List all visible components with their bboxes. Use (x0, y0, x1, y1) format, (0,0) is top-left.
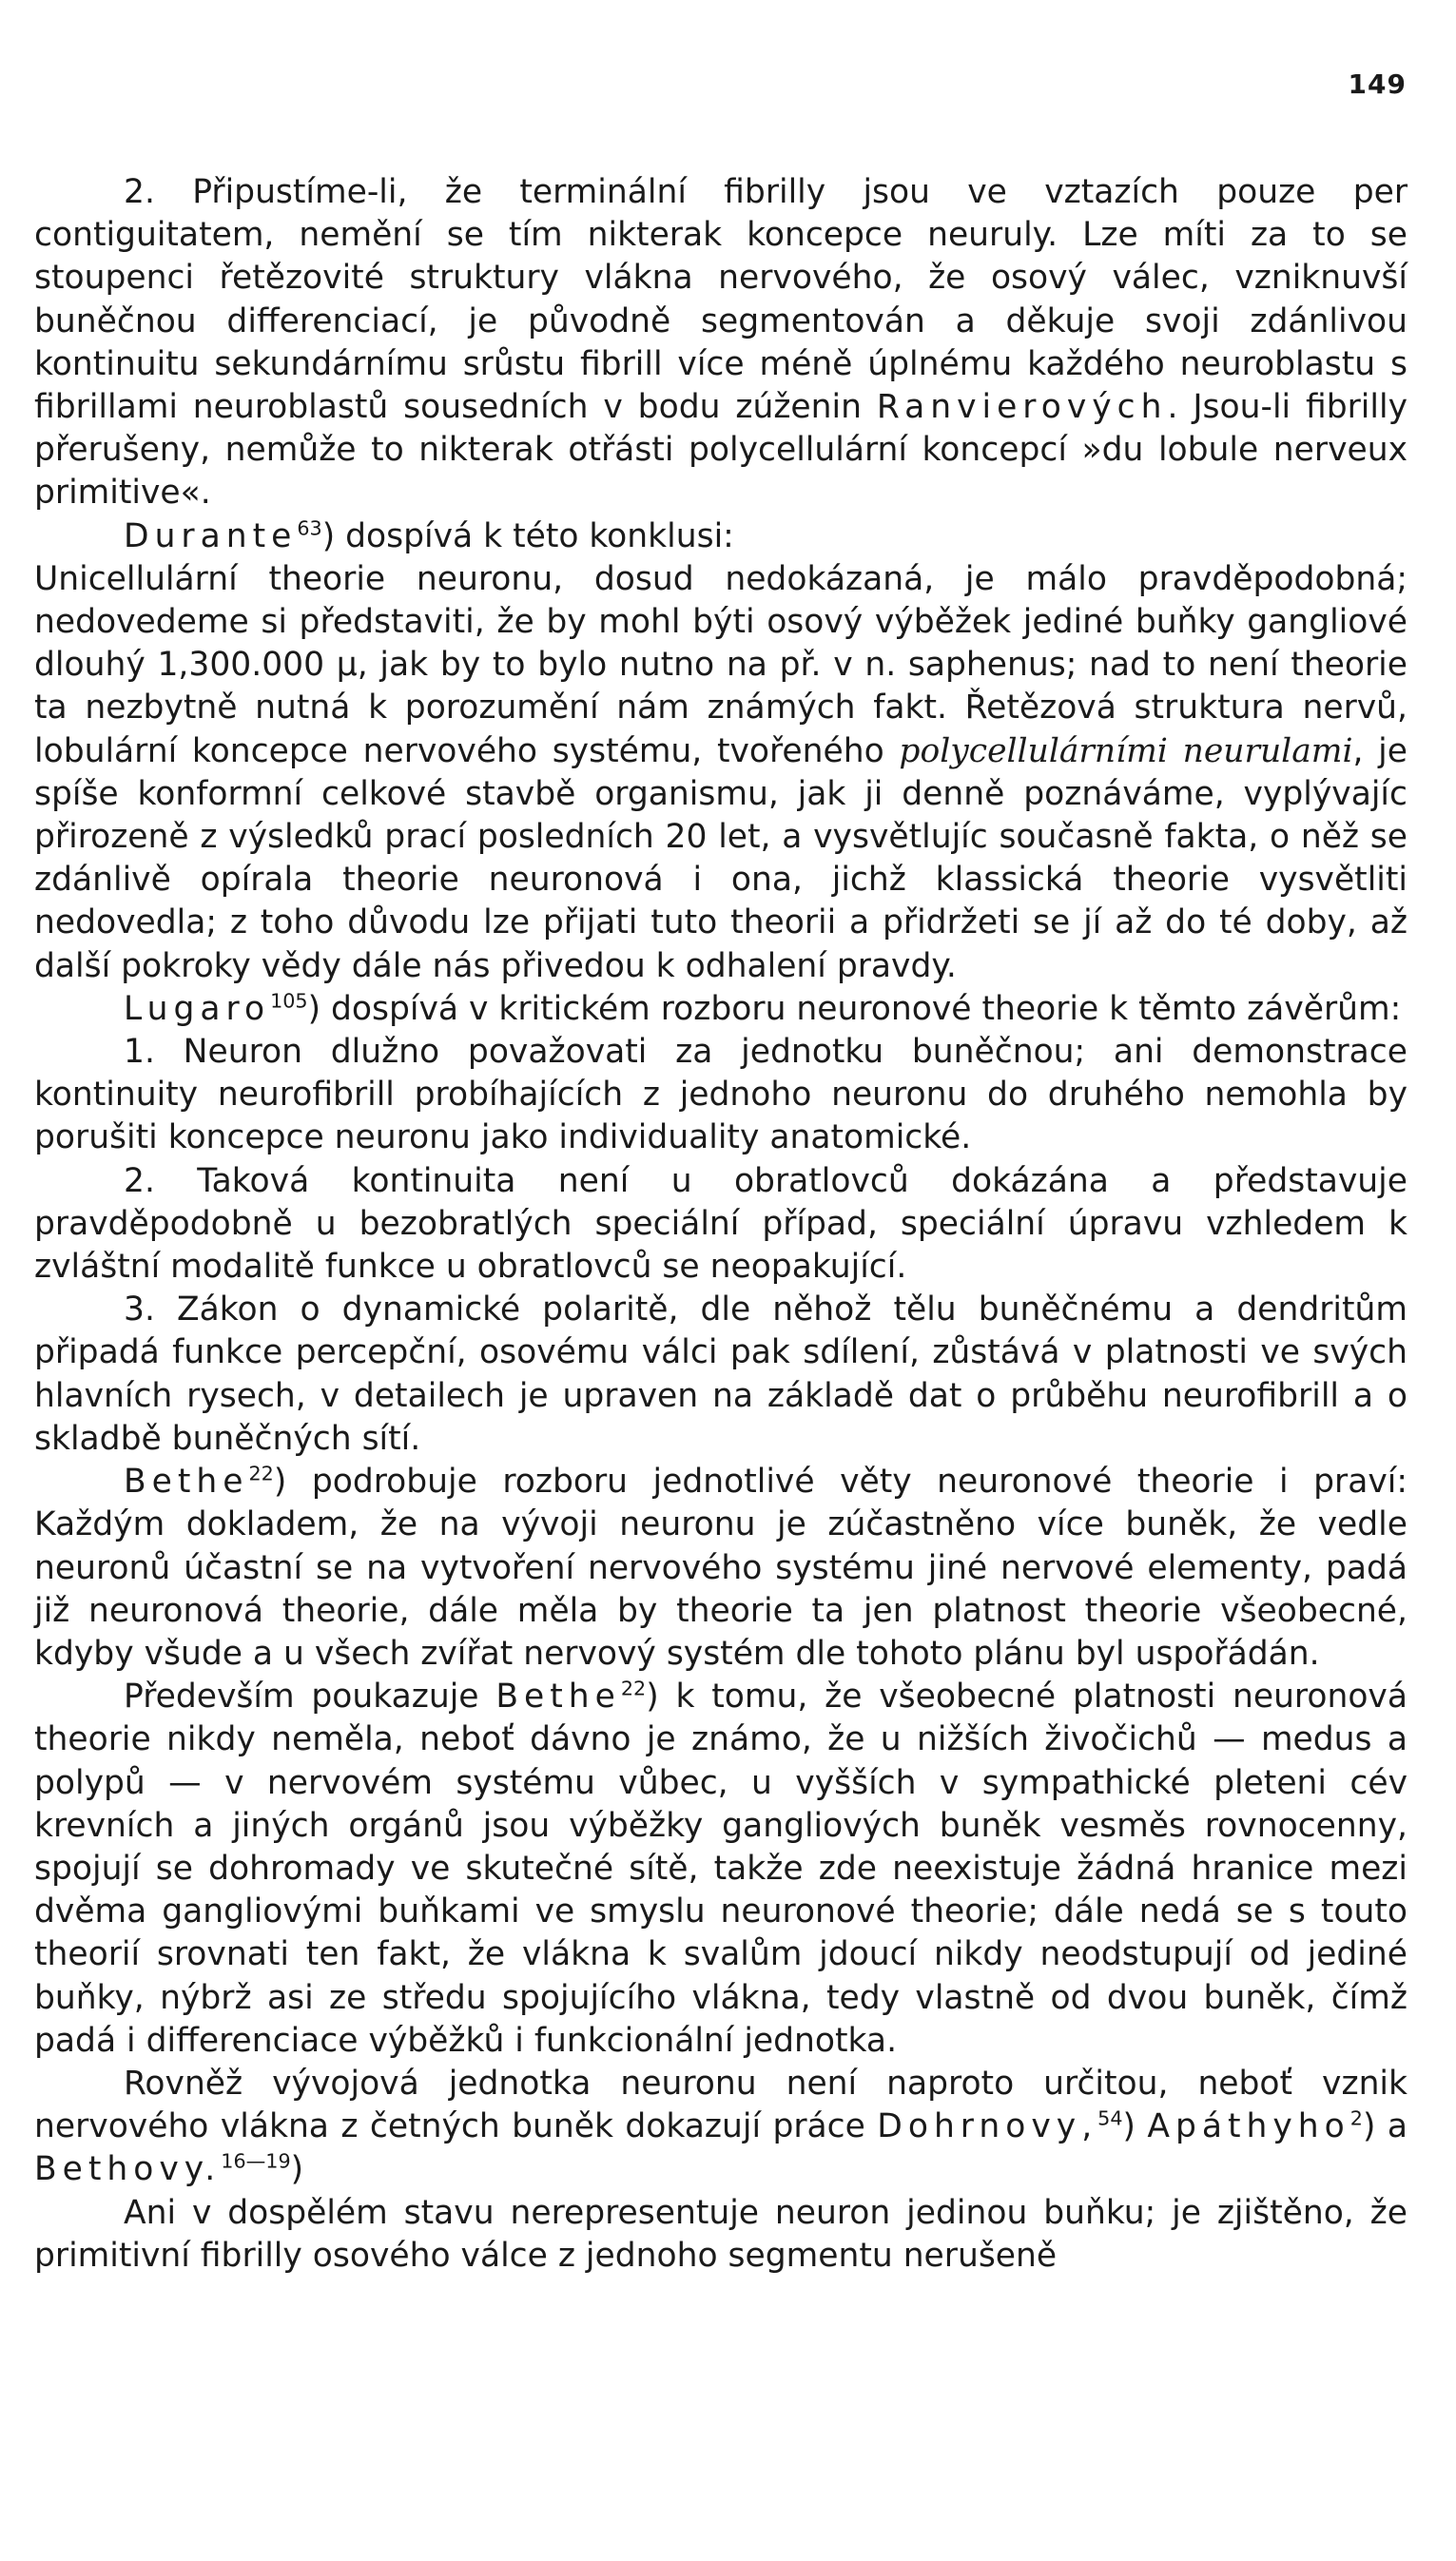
paragraph-11: Ani v dospělém stavu nerepresentuje neuron jedinou buňku; je zjištěno, že primitivní fibrilly osového válce z jednoho segmentu nerušeně (34, 2193, 1407, 2275)
reference-number: 22 (248, 1462, 274, 1485)
author-name-bethe: Bethe (495, 1678, 621, 1717)
paragraph-7: 3. Zákon o dynamické polaritě, dle něhož tělu buněčnému a dendritům připadá funkce percepční, osovému válci pak sdílení, zůstává v platnosti ve svých hlavních rysech, v detailech je upraven na základě dat o průběhu neurofibrill a o skladbě buněčných sítí. (34, 1290, 1407, 1458)
author-name-apathy: Apáthyho (1147, 2107, 1350, 2146)
author-name-ranvier: Ranvierových (876, 388, 1168, 427)
reference-number: 16—19 (221, 2149, 291, 2173)
paragraph-1: 2. Připustíme-li, že terminální fibrilly jsou ve vztazích pouze per contiguitatem, nemění se tím nikterak koncepce neuruly. Lze míti za to se stoupenci řetězovité struktury vlákna nervového, že osový válec, vzniknuvší buněčnou differenciací, je původně segmentován a děkuje svoji zdánlivou kontinuitu sekundárnímu srůstu fibrill více méně úplnému každého neuroblastu s fibrillami neuroblastů sousedních v bodu zúženin Ranvierových. Jsou-li fibrilly přerušeny, nemůže to nikterak otřásti polycellulární koncepcí »du lobule nerveux primitive«. (34, 173, 1407, 513)
paragraph-2: Durante$^{63}$) dospívá k této konklusi: (124, 516, 734, 555)
paragraph-5: 1. Neuron dlužno považovati za jednotku buněčnou; ani demonstrace kontinuity neurofibrill probíhajících z jednoho neuronu do druhého nemohla by porušiti koncepce neuronu jako individuality anatomické. (34, 1033, 1407, 1157)
paragraph-8: Bethe$^{22}$) podrobuje rozboru jednotlivé věty neuronové theorie i praví: Každým dokladem, že na vývoji neuronu je zúčastněno více buněk, že vedle neuronů účastní se na vytvoření nervového systému jiné nervové elementy, padá již neuronová theorie, dále měla by theorie ta jen platnost theorie všeobecné, kdyby všude a u všech zvířat nervový systém dle tohoto plánu byl uspořádán. (34, 1462, 1407, 1673)
page-number: 149 (1348, 68, 1407, 100)
reference-number: 54 (1097, 2106, 1123, 2130)
paragraph-6: 2. Taková kontinuita není u obratlovců dokázána a představuje pravděpodobně u bezobratlých speciální případ, speciální úpravu vzhledem k zvláštní modalitě funkce u obratlovců se neopakující. (34, 1161, 1407, 1287)
author-name-dohrn: Dohrnovy, (877, 2107, 1098, 2146)
author-name-lugaro: Lugaro (124, 989, 271, 1028)
italic-term: polycellulárními neurulami (899, 731, 1353, 770)
reference-number: 105 (270, 989, 308, 1013)
paragraph-3: Unicellulární theorie neuronu, dosud nedokázaná, je málo pravděpodobná; nedovedeme si představiti, že by mohl býti osový výběžek jediné buňky gangliové dlouhý 1,300.000 μ, jak by to bylo nutno na př. v n. saphenus; nad to není theorie ta nezbytně nutná k porozumění nám známých fakt. Řetězová struktura nervů, lobulární koncepce nervového systému, tvořeného polycellulárními neurulami, je spíše konformní celkové stavbě organismu, jak ji denně poznáváme, vyplývajíc přirozeně z výsledků prací posledních 20 let, a vysvětlujíc současně fakta, o něž se zdánlivě opírala theorie neuronová i ona, jichž klassická theorie vysvětliti nedovedla; z toho důvodu lze přijati tuto theorii a přidržeti se jí až do té doby, až další pokroky vědy dále nás přivedou k odhalení pravdy. (34, 559, 1407, 985)
paragraph-4: Lugaro$^{105}$) dospívá v kritickém rozboru neuronové theorie k těmto závěrům: (124, 989, 1402, 1028)
author-name-bethe: Bethovy. (34, 2150, 222, 2189)
author-name-bethe: Bethe (124, 1463, 249, 1502)
reference-number: 63 (297, 516, 322, 540)
body-text (34, 171, 1407, 2278)
reference-number: 22 (620, 1677, 647, 1700)
reference-number: 2 (1349, 2106, 1363, 2130)
author-name-durante: Durante (124, 516, 298, 555)
paragraph-9: Především poukazuje Bethe$^{22}$) k tomu, že všeobecné platnosti neuronová theorie nikdy neměla, neboť dávno je známo, že u nižších živočichů — medus a polypů — v nervovém systému vůbec, u vyšších v sympathické pleteni cév krevních a jiných orgánů jsou výběžky gangliových buněk vesměs rovnocenny, spojují se dohromady ve skutečné sítě, takže zde neexistuje žádná hranice mezi dvěma gangliovými buňkami ve smyslu neuronové theorie; dále nedá se s touto theorií srovnati ten fakt, že vlákna k svalům jdoucí nikdy neodstupují od jediné buňky, nýbrž asi ze středu spojujícího vlákna, tedy vlastně od dvou buněk, čímž padá i differenciace výběžků i funkcionální jednotka. (34, 1677, 1407, 2060)
paragraph-10: Rovněž vývojová jednotka neuronu není naproto určitou, neboť vznik nervového vlákna z četných buněk dokazují práce Dohrnovy,$^{54}$) Apáthyho$^2$) a Bethovy.$^{16—19}$) (34, 2064, 1407, 2189)
